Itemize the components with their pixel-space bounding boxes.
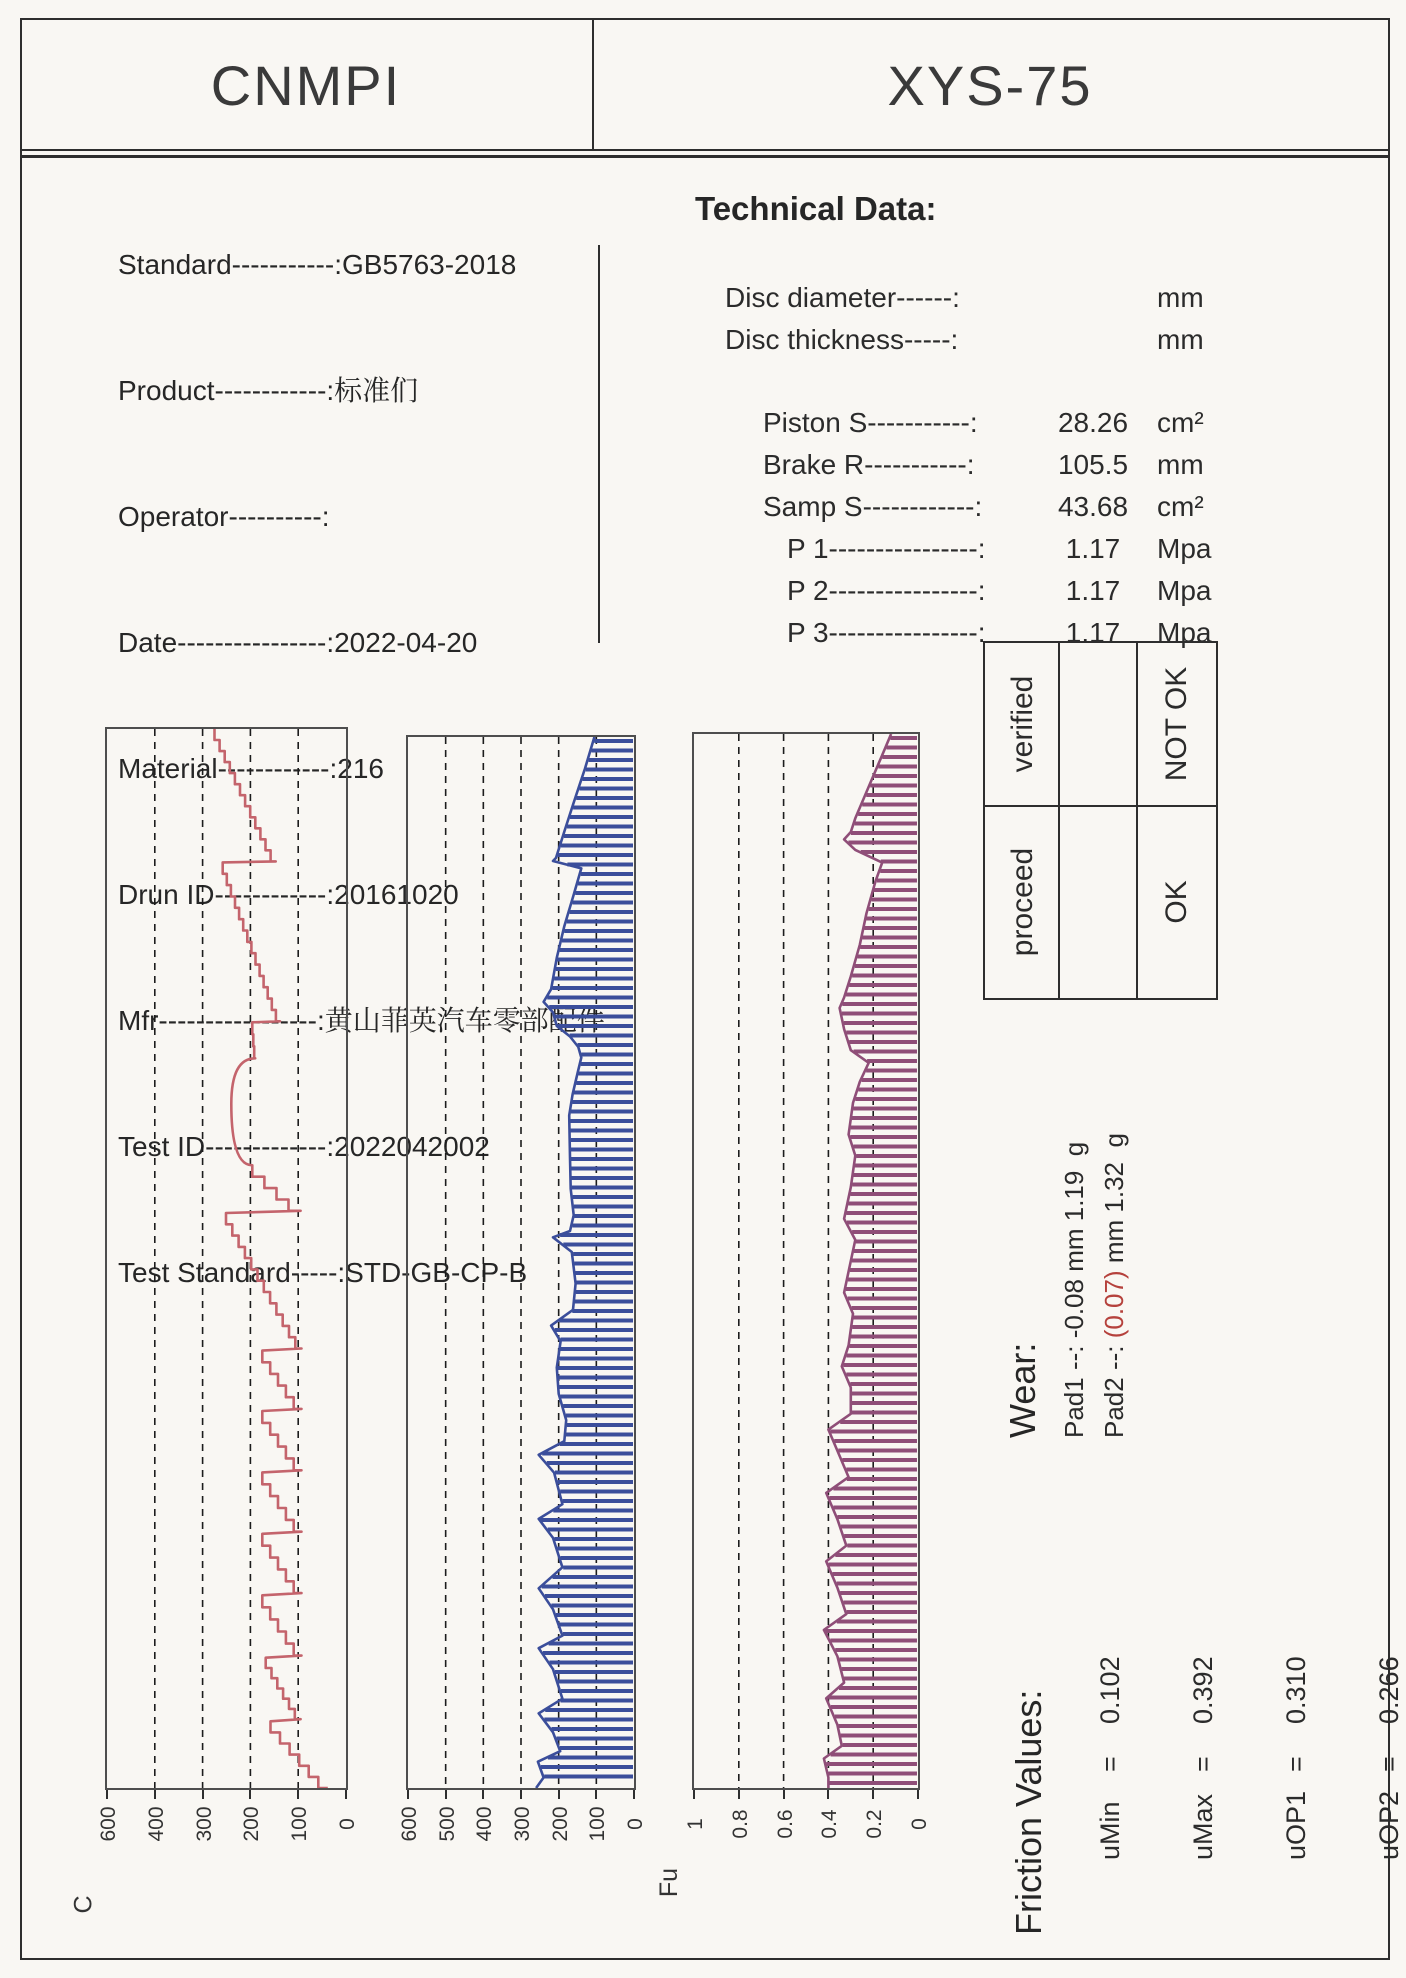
tech-row-disc-thickness	[725, 324, 1265, 358]
tech-row-p2	[725, 575, 1265, 609]
axis-tick-label: 100	[586, 1806, 610, 1842]
axis-tick-label: 400	[473, 1806, 497, 1842]
axis-ticks	[398, 1790, 647, 1870]
tech-row-piston-s	[725, 407, 1265, 441]
tech-value: 43.68	[1057, 491, 1129, 522]
info-operator: Operator----------:	[118, 501, 330, 532]
wear-pad2-highlight-value: (0.07)	[1099, 1270, 1129, 1339]
tech-unit: Mpa	[1157, 575, 1212, 606]
tech-label: Disc diameter------:	[725, 282, 960, 313]
tech-value: 1.17	[1065, 617, 1121, 648]
wear-block	[1002, 1093, 1177, 1438]
tech-label: P 1----------------:	[787, 533, 986, 564]
chart-canvas	[107, 729, 346, 1788]
friction-value: 0.392	[1188, 1656, 1218, 1724]
chart-speed	[406, 735, 636, 1790]
equals-sign: =	[1374, 1756, 1404, 1772]
equals-sign: =	[1281, 1756, 1311, 1772]
friction-name: uMin	[1095, 1801, 1125, 1860]
wear-title: Wear:	[1002, 1342, 1043, 1438]
equals-sign: =	[1188, 1756, 1218, 1772]
info-test-id: Test ID-------------:2022042002	[118, 1131, 490, 1162]
info-standard: Standard-----------:GB5763-2018	[118, 249, 517, 280]
axis-tick-label: 400	[144, 1806, 168, 1842]
axis-tick-label: 500	[435, 1806, 459, 1842]
tech-row-disc-diameter	[725, 282, 1265, 316]
axis-tick-label: 0.6	[773, 1809, 797, 1839]
not-ok-label: NOT OK	[1160, 666, 1193, 782]
info-mfr: Mfr-----------------:黄山菲英汽车零部配件	[118, 1005, 605, 1036]
friction-values-title: Friction Values:	[1008, 1689, 1049, 1935]
tech-row-p1	[725, 533, 1265, 567]
friction-value: 0.266	[1374, 1656, 1404, 1724]
axis-tick-label: 600	[398, 1806, 421, 1842]
tech-value: 1.17	[1065, 533, 1121, 564]
verified-label: verified	[1006, 675, 1039, 773]
tech-unit: Mpa	[1157, 533, 1212, 564]
wear-pad2-suffix: mm 1.32 g	[1099, 1133, 1129, 1271]
axis-tick-label: 300	[511, 1806, 534, 1842]
tech-label: Brake R-----------:	[763, 449, 975, 480]
tech-unit: Mpa	[1157, 617, 1212, 648]
info-test-standard: Test Standard-----:STD-GB-CP-B	[118, 1257, 528, 1288]
result-table-divider	[1058, 643, 1060, 998]
info-date: Date----------------:2022-04-20	[118, 627, 478, 658]
tech-value: 28.26	[1057, 407, 1129, 438]
result-table-divider	[1136, 643, 1138, 998]
proceed-label: proceed	[1006, 847, 1039, 957]
axis-tick-label: 600	[97, 1806, 120, 1842]
axis-tick-label: 200	[240, 1806, 264, 1842]
tech-label: Piston S-----------:	[763, 407, 978, 438]
friction-row-umax	[1157, 1580, 1250, 1935]
chart-canvas	[408, 737, 634, 1788]
axis-tick-label: 100	[288, 1806, 312, 1842]
friction-value: 0.310	[1281, 1656, 1311, 1724]
axis-ticks	[97, 1790, 359, 1870]
axis-tick-label: 0	[908, 1818, 931, 1830]
section-divider	[598, 245, 600, 643]
tech-label: Samp S------------:	[763, 491, 983, 522]
tech-label: Disc thickness-----:	[725, 324, 959, 355]
temperature-axis-label: C	[69, 1895, 98, 1914]
info-drum-id: Drun ID------------:20161020	[118, 879, 459, 910]
axis-tick-label: 0	[336, 1818, 359, 1830]
tech-unit: mm	[1157, 282, 1204, 313]
friction-row-umin	[1064, 1580, 1157, 1935]
ok-label: OK	[1160, 880, 1193, 924]
tech-row-samp-s	[725, 491, 1265, 525]
axis-tick-label: 0.4	[818, 1809, 842, 1839]
tech-unit: mm	[1157, 449, 1204, 480]
axis-tick-label: 1	[684, 1818, 707, 1830]
axis-tick-label: 200	[548, 1806, 572, 1842]
friction-values-block	[1008, 1580, 1404, 1935]
friction-name: uOP1	[1281, 1790, 1311, 1860]
tech-value: 1.17	[1065, 575, 1121, 606]
temperature-trace	[215, 729, 328, 1788]
chart-friction	[692, 732, 920, 1790]
tech-label: P 3----------------:	[787, 617, 986, 648]
result-table	[983, 641, 1218, 1000]
tech-unit: cm²	[1157, 407, 1204, 438]
friction-row-uop1	[1250, 1580, 1343, 1935]
tech-label: P 2----------------:	[787, 575, 986, 606]
technical-data-title: Technical Data:	[695, 190, 937, 227]
axis-tick-label: 0.2	[863, 1809, 887, 1839]
chart-canvas	[694, 734, 918, 1788]
axis-tick-label: 0.8	[728, 1809, 752, 1839]
axis-ticks	[684, 1790, 931, 1870]
machine-model-title: XYS-75	[887, 53, 1093, 117]
axis-tick-label: 300	[192, 1806, 216, 1842]
equals-sign: =	[1095, 1756, 1125, 1772]
company-title: CNMPI	[210, 53, 402, 117]
friction-value: 0.102	[1095, 1656, 1125, 1724]
friction-axis-label: Fu	[655, 1867, 684, 1898]
axis-tick-label: 0	[624, 1818, 647, 1830]
chart-temperature	[105, 727, 348, 1790]
info-material: Material------------:216	[118, 753, 384, 784]
friction-name: uMax	[1188, 1793, 1218, 1860]
result-table-divider	[985, 805, 1216, 807]
header-bottom-line-2	[20, 155, 1388, 158]
info-product: Product------------:标准们	[118, 375, 419, 406]
tech-value: 105.5	[1057, 449, 1129, 480]
friction-name: uOP2	[1374, 1790, 1404, 1860]
wear-pad2-prefix: Pad2 --:	[1099, 1338, 1129, 1438]
wear-pad2	[1094, 1093, 1134, 1438]
tech-unit: cm²	[1157, 491, 1204, 522]
wear-pad1: Pad1 --: -0.08 mm 1.19 g	[1059, 1141, 1089, 1438]
tech-row-brake-r	[725, 449, 1265, 483]
tech-unit: mm	[1157, 324, 1204, 355]
header-bottom-line-1	[20, 149, 1388, 151]
friction-row-uop2	[1343, 1580, 1406, 1935]
